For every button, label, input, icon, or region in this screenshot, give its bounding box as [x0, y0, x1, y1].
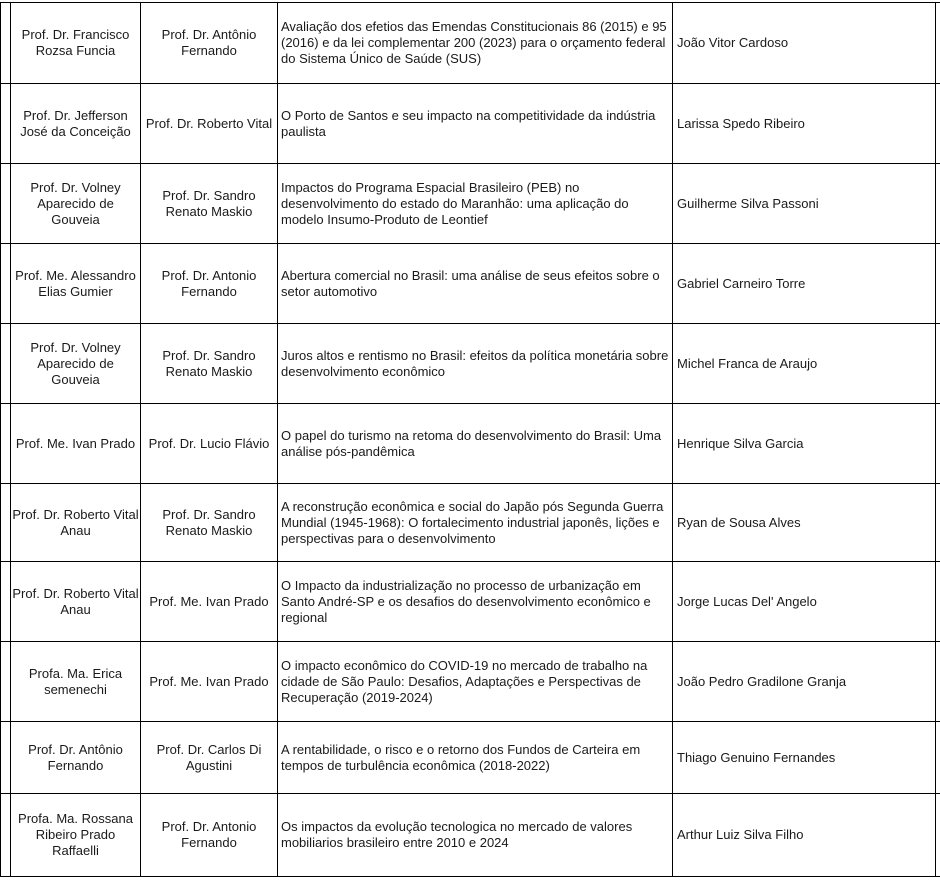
- thesis-title-cell: Os impactos da evolução tecnologica no mercado de valores mobiliarios brasileiro entre 2010 e 2024: [277, 794, 672, 876]
- thesis-title-cell: A rentabilidade, o risco e o retorno dos Fundos de Carteira em tempos de turbulência econômica (2018-2022): [277, 722, 672, 793]
- student-cell: Ryan de Sousa Alves: [672, 484, 935, 561]
- table-row: [0, 484, 940, 562]
- clipped-column-right: [935, 164, 940, 243]
- co-advisor-cell: Prof. Dr. Sandro Renato Maskio: [140, 324, 277, 403]
- table-row: [0, 84, 940, 164]
- advisor-cell: Prof. Dr. Antônio Fernando: [10, 722, 140, 793]
- thesis-title-cell: Avaliação dos efetios das Emendas Constitucionais 86 (2015) e 95 (2016) e da lei complementar 200 (2023) para o orçamento federal do Sistema Único de Saúde (SUS): [277, 3, 672, 83]
- advisor-cell: Prof. Dr. Volney Aparecido de Gouveia: [10, 164, 140, 243]
- clipped-column-left: [0, 562, 10, 641]
- clipped-column-right: [935, 722, 940, 793]
- student-cell: Thiago Genuino Fernandes: [672, 722, 935, 793]
- clipped-column-right: [935, 484, 940, 561]
- student-cell: Gabriel Carneiro Torre: [672, 244, 935, 323]
- thesis-title-cell: A reconstrução econômica e social do Japão pós Segunda Guerra Mundial (1945-1968): O fortalecimento industrial japonês, lições e perspectivas para o desenvolvimento: [277, 484, 672, 561]
- student-cell: Arthur Luiz Silva Filho: [672, 794, 935, 876]
- thesis-title-cell: O Porto de Santos e seu impacto na competitividade da indústria paulista: [277, 84, 672, 163]
- advisor-cell: Prof. Dr. Roberto Vital Anau: [10, 484, 140, 561]
- thesis-title-cell: Abertura comercial no Brasil: uma análise de seus efeitos sobre o setor automotivo: [277, 244, 672, 323]
- advisors-thesis-table: [0, 2, 940, 877]
- table-row: [0, 562, 940, 642]
- co-advisor-cell: Prof. Me. Ivan Prado: [140, 642, 277, 721]
- co-advisor-cell: Prof. Dr. Antonio Fernando: [140, 794, 277, 876]
- co-advisor-cell: Prof. Dr. Roberto Vital: [140, 84, 277, 163]
- thesis-title-cell: O impacto econômico do COVID-19 no mercado de trabalho na cidade de São Paulo: Desafios, Adaptações e Perspectivas de Recuperação (2019-2024): [277, 642, 672, 721]
- student-cell: João Vitor Cardoso: [672, 3, 935, 83]
- thesis-title-cell: Juros altos e rentismo no Brasil: efeitos da política monetária sobre desenvolvimento econômico: [277, 324, 672, 403]
- clipped-column-left: [0, 722, 10, 793]
- co-advisor-cell: Prof. Me. Ivan Prado: [140, 562, 277, 641]
- clipped-column-right: [935, 84, 940, 163]
- thesis-title-cell: Impactos do Programa Espacial Brasileiro (PEB) no desenvolvimento do estado do Maranhão: uma aplicação do modelo Insumo-Produto de Leontief: [277, 164, 672, 243]
- advisor-cell: Prof. Me. Ivan Prado: [10, 404, 140, 483]
- clipped-column-right: [935, 3, 940, 83]
- advisor-cell: Prof. Dr. Francisco Rozsa Funcia: [10, 3, 140, 83]
- student-cell: Henrique Silva Garcia: [672, 404, 935, 483]
- clipped-column-left: [0, 794, 10, 876]
- advisor-cell: Profa. Ma. Erica semenechi: [10, 642, 140, 721]
- clipped-column-left: [0, 244, 10, 323]
- advisor-cell: Profa. Ma. Rossana Ribeiro Prado Raffaelli: [10, 794, 140, 876]
- student-cell: Jorge Lucas Del' Angelo: [672, 562, 935, 641]
- advisor-cell: Prof. Dr. Volney Aparecido de Gouveia: [10, 324, 140, 403]
- student-cell: Larissa Spedo Ribeiro: [672, 84, 935, 163]
- co-advisor-cell: Prof. Dr. Lucio Flávio: [140, 404, 277, 483]
- clipped-column-right: [935, 642, 940, 721]
- advisor-cell: Prof. Dr. Roberto Vital Anau: [10, 562, 140, 641]
- co-advisor-cell: Prof. Dr. Sandro Renato Maskio: [140, 484, 277, 561]
- advisor-cell: Prof. Dr. Jefferson José da Conceição: [10, 84, 140, 163]
- thesis-title-cell: O papel do turismo na retoma do desenvolvimento do Brasil: Uma análise pós-pandêmica: [277, 404, 672, 483]
- table-row: [0, 794, 940, 877]
- table-row: [0, 164, 940, 244]
- clipped-column-left: [0, 484, 10, 561]
- thesis-title-cell: O Impacto da industrialização no processo de urbanização em Santo André-SP e os desafios do desenvolvimento econômico e regional: [277, 562, 672, 641]
- clipped-column-right: [935, 794, 940, 876]
- advisor-cell: Prof. Me. Alessandro Elias Gumier: [10, 244, 140, 323]
- clipped-column-left: [0, 84, 10, 163]
- co-advisor-cell: Prof. Dr. Sandro Renato Maskio: [140, 164, 277, 243]
- table-row: [0, 404, 940, 484]
- table-row: [0, 324, 940, 404]
- clipped-column-right: [935, 562, 940, 641]
- co-advisor-cell: Prof. Dr. Antonio Fernando: [140, 244, 277, 323]
- student-cell: Michel Franca de Araujo: [672, 324, 935, 403]
- table-row: [0, 642, 940, 722]
- clipped-column-right: [935, 404, 940, 483]
- clipped-column-right: [935, 324, 940, 403]
- table-row: [0, 3, 940, 84]
- clipped-column-left: [0, 324, 10, 403]
- clipped-column-left: [0, 3, 10, 83]
- co-advisor-cell: Prof. Dr. Antônio Fernando: [140, 3, 277, 83]
- clipped-column-left: [0, 164, 10, 243]
- co-advisor-cell: Prof. Dr. Carlos Di Agustini: [140, 722, 277, 793]
- student-cell: Guilherme Silva Passoni: [672, 164, 935, 243]
- table-row: [0, 244, 940, 324]
- clipped-column-left: [0, 404, 10, 483]
- table-row: [0, 722, 940, 794]
- clipped-column-right: [935, 244, 940, 323]
- student-cell: João Pedro Gradilone Granja: [672, 642, 935, 721]
- clipped-column-left: [0, 642, 10, 721]
